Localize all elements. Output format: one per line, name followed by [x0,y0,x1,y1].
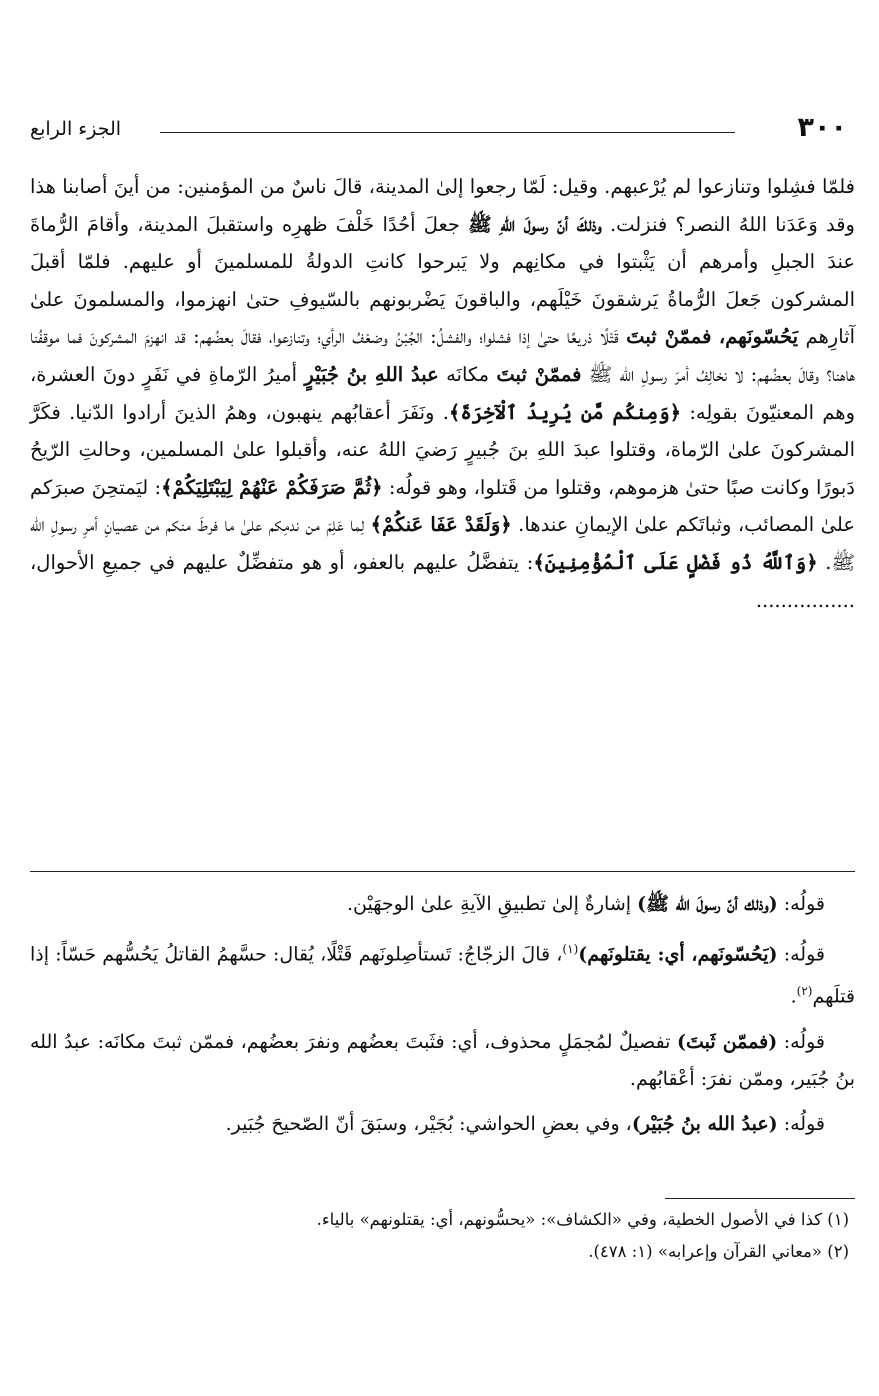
page-number: ٣٠٠ [797,112,847,143]
quran-verse: ﴿وَٱللَّهُ ذُو فَضْلٍ عَلَى ٱلْمُؤْمِنِينَ﴾ [533,550,818,574]
footnote-1: (١) كذا في الأصول الخطية، وفي «الكشاف»: «يحسُّونهم، أي: يقتلونهم» بالياء. [316,1210,849,1229]
footnote-2: (٢) «معاني القرآن وإعرابه» (١: ٤٧٨). [588,1242,849,1261]
text-segment: إشارةٌ إلىٰ تطبيقِ الآيةِ علىٰ الوجهَيْن. [346,893,638,915]
text-segment: ، قالَ الزجّاجُ: تَستأصِلونَهم قَتْلًا، يُقال: حسَّهمُ القاتلُ يَحُسُّهم حَسّاً: إذا قتلَهم [30,943,855,1008]
bold-segment: وذلكَ أنّ رسولَ اللّهِ ﷺ [468,212,602,236]
text-segment: مكانَه [438,362,497,386]
bold-segment: (فممّن ثَبتَ) [676,1030,778,1053]
main-paragraph [30,168,855,619]
page-header [30,110,855,150]
text-segment: جعلَ أحُدًا خَلْفَ ظهرِه واستقبلَ المدينة، وأقامَ الرُّماةَ عندَ الجبلِ وأمرهم أن يَثْبتوا في مكانِهم ولا يَبرحوا كانتِ الدولةُ للمسلمينَ أو عليهم. فلمّا أقبلَ المشركون جَعلَ الرُّماةُ يَرشقونَ خَيْلَهم، والباقونَ يَضْربونهم بالسّيوفِ حتىٰ انهزموا، والمسلمونَ علىٰ آثارِهم [30,212,855,349]
text-segment: . [790,985,797,1008]
footnote-separator [665,1198,855,1199]
text-segment: قَتْلًا ذريعًا حتىٰ إذا فشلوا؛ والفشلُ: الجُبْنُ وضعْفُ الرأي؛ وتنازعوا، فقالَ بعضُهم: قد انهزمَ المشركونَ فما موقفُنا هاهنا؟ وقالَ بعضُهم: لا نخالِفُ أمرَ رسولِ الله ﷺ [30,325,856,386]
quran-verse: ﴿وَلَقَدْ عَفَا عَنكُمْ﴾ [370,513,512,537]
bold-segment: (وذلك أنّ رسولَ الله ﷺ) [637,893,778,915]
main-separator [30,871,855,872]
quran-verse: ﴿ثُمَّ صَرَفَكُمْ عَنْهُمْ لِيَبْتَلِيَكُمْ﴾ [161,475,383,499]
commentary-paragraph [30,931,855,1016]
text-segment: : ليَمتحِنَ صبرَكم علىٰ المصائب، وثباتَكم علىٰ الإيمانِ عندها. [30,475,855,537]
text-segment: : يتفضَّلُ عليهم بالعفو، أو هو متفضِّلٌ عليهم في جميعِ الأحوال، [30,550,534,574]
header-rule [160,132,735,133]
continuation-dots: ................ [755,588,855,612]
commentary-paragraph [30,1106,855,1143]
text-segment: قولُه: [777,1030,825,1053]
commentary-paragraph [30,1024,855,1098]
text-segment: فلمّا فشِلوا وتنازعوا لم يُرْعبهم. وقيل: لَمّا رجعوا إلىٰ المدينة، قالَ ناسٌ من المؤمنين: من أينَ أصابنا هذا وقد وَعَدَنا اللهُ النصر؟ فنزلت. [30,175,855,236]
bold-segment: (عبدُ الله بنُ جُبَيْر) [631,1112,778,1135]
text-segment: أميرُ الرّماةِ في نَفَرٍ دونَ العشرة، وهم المعنيّونَ بقولِه: [30,362,856,424]
book-page [30,0,855,1396]
commentary-paragraph [30,886,855,923]
footnotes [30,1204,855,1268]
text-segment: قولُه: [777,893,825,915]
text-segment: . ونَفَرَ أعقابُهم ينهبون، وهمُ الذينَ أرادوا الدّنيا. فكَرَّ المشركونَ علىٰ الرّماة، وقتلوا عبدَ اللهِ بنَ جُبيرٍ رَضيَ اللهُ عنه، وأقبلوا علىٰ المسلمين، وحالتِ الرّيحُ دَبورًا وكانت صبًا حتىٰ هزموهم، وقتلوا من قَتلوا، وهو قولُه: [30,400,855,499]
bold-segment: فممّنْ ثبتَ [626,325,712,349]
commentary [30,886,855,1151]
bold-segment: يَحُسّونَهم، [718,325,799,349]
bold-segment: عبدُ اللهِ بنُ جُبَيْرٍ [304,362,439,386]
footnote-ref[interactable]: (٢) [796,984,813,999]
text-segment: تفصيلٌ لمُجمَلٍ محذوف، أي: فثَبتَ بعضُهم ونفرَ بعضُهم، فممّن ثبتَ مكانَه: عبدُ الله بنُ جُبَير، وممّن نفرَ: أعْقابُهم. [30,1030,855,1090]
footnote-ref[interactable]: (١) [562,942,579,956]
text-segment: ، وفي بعضِ الحواشي: بُجَيْر، وسبَقَ أنّ الصّحيحَ جُبَير. [225,1112,632,1135]
main-text [30,168,855,619]
text-segment: لِما عَلِمَ من ندمِكم علىٰ ما فرطَ منكم من عصيانِ أمرِ رسولِ الله ﷺ. [30,513,856,574]
text-segment: قولُه: [777,943,825,966]
bold-segment: (يَحُسّونَهم، أي: يقتلونَهم) [578,943,778,966]
running-title: الجزء الرابع [30,118,122,140]
text-segment: قولُه: [777,1112,825,1135]
bold-segment: فممّنْ ثبتَ [496,362,582,386]
quran-verse: ﴿وَمِنكُم مَّن يُرِيدُ ٱلْآخِرَةَ﴾ [448,400,682,424]
